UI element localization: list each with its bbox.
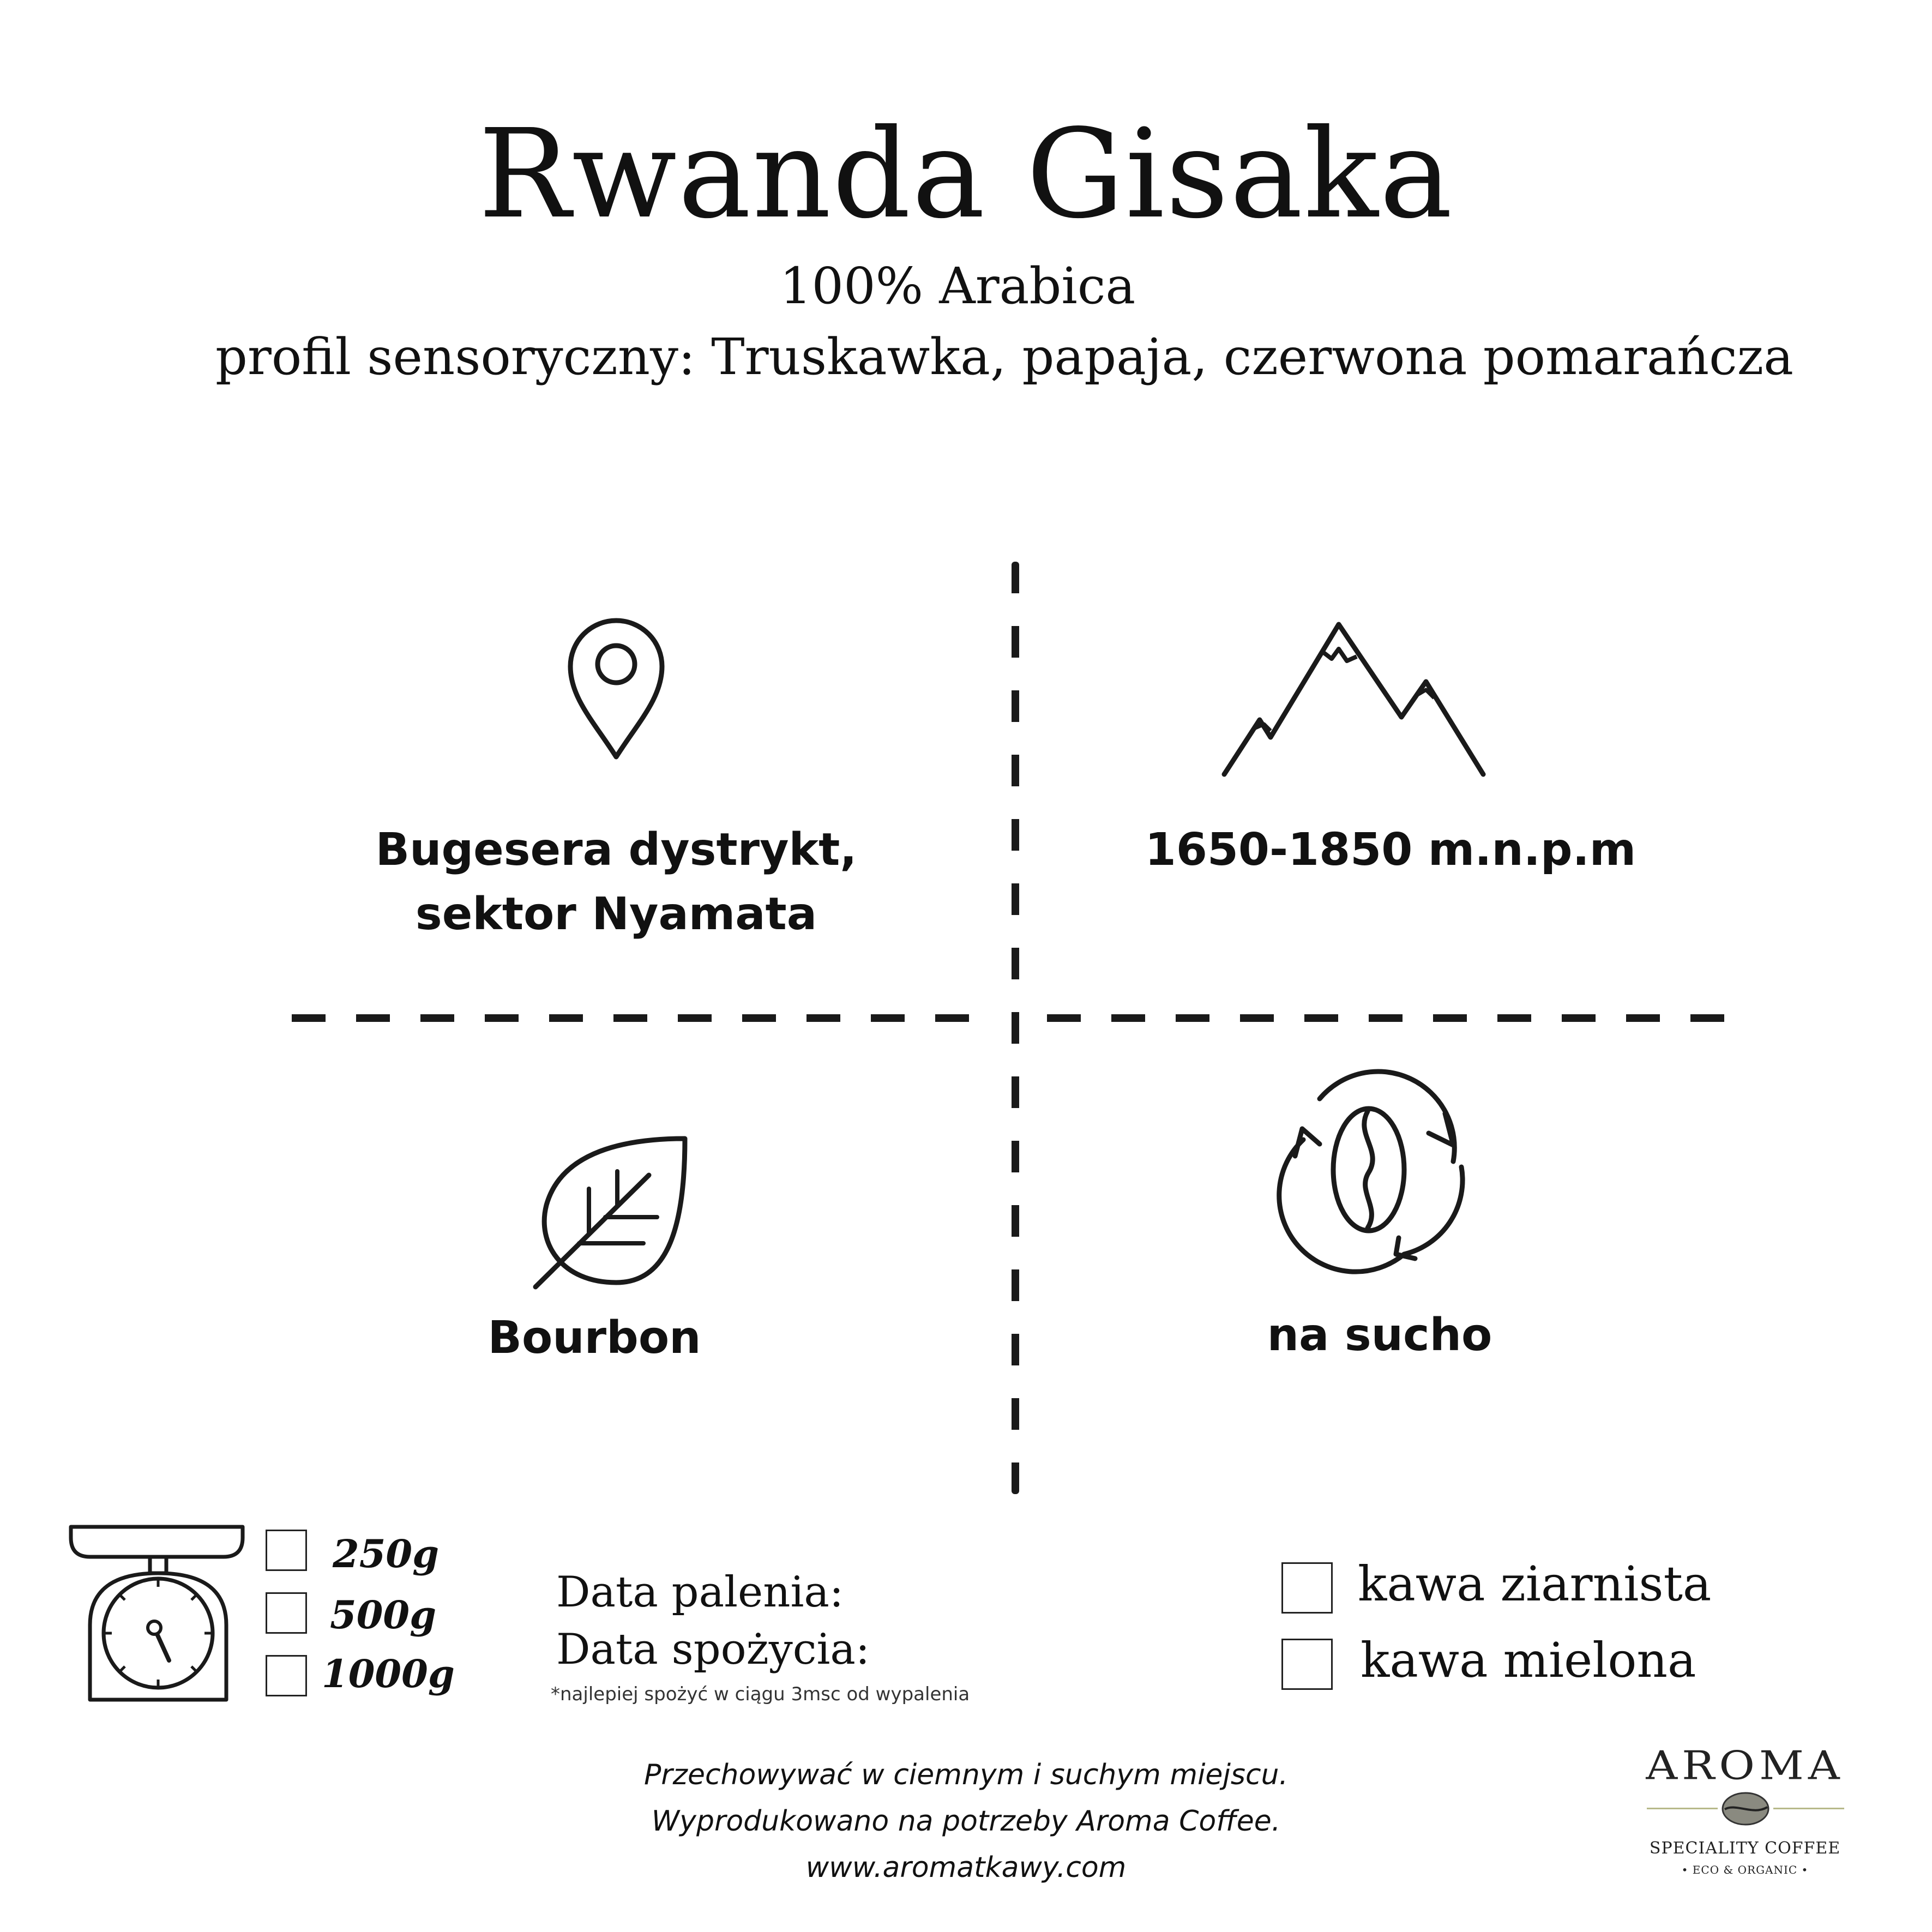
region-label: [316, 818, 916, 947]
horizontal-divider-right: [1047, 1014, 1740, 1022]
variety-label: Bourbon: [487, 1312, 701, 1364]
vertical-divider: [1012, 562, 1019, 1494]
horizontal-divider-left: [292, 1014, 982, 1022]
logo-sub: • ECO & ORGANIC •: [1681, 1863, 1809, 1876]
logo-rule-left: [1647, 1808, 1718, 1809]
leaf-icon: [529, 1129, 693, 1292]
best-before-label: Data spożycia:: [556, 1625, 870, 1674]
roast-date-label: Data palenia:: [556, 1568, 844, 1617]
footer-produced: Wyprodukowano na potrzeby Aroma Coffee.: [651, 1805, 1281, 1838]
logo-tagline: SPECIALITY COFFEE: [1649, 1839, 1841, 1858]
coffee-bean-icon: [1720, 1790, 1771, 1828]
logo-name: AROMA: [1646, 1742, 1844, 1789]
weight-option-1000: 1000g: [322, 1651, 455, 1696]
scale-icon: [68, 1524, 248, 1704]
ground-coffee-checkbox[interactable]: [1281, 1639, 1333, 1690]
map-pin-icon: [562, 611, 671, 763]
product-subtitle: 100% Arabica: [780, 257, 1136, 315]
weight-checkbox-250[interactable]: [266, 1530, 307, 1571]
mountain-icon: [1216, 616, 1489, 780]
whole-bean-label: kawa ziarnista: [1358, 1556, 1712, 1612]
weight-checkbox-1000[interactable]: [266, 1655, 307, 1696]
process-label: na sucho: [1267, 1309, 1492, 1361]
whole-bean-checkbox[interactable]: [1281, 1562, 1333, 1614]
region-line-1: Bugesera dystrykt,: [375, 824, 857, 876]
best-before-note: *najlepiej spożyć w ciągu 3msc od wypalenia: [551, 1683, 970, 1705]
weight-checkbox-500[interactable]: [266, 1592, 307, 1634]
weight-option-500: 500g: [330, 1592, 437, 1638]
coffee-bean-cycle-icon: [1265, 1069, 1472, 1276]
weight-option-250: 250g: [333, 1531, 440, 1576]
region-line-2: sektor Nyamata: [415, 888, 817, 940]
sensory-profile: profil sensoryczny: Truskawka, papaja, czerwona pomarańcza: [215, 328, 1794, 386]
footer-storage: Przechowywać w ciemnym i suchym miejscu.: [643, 1759, 1289, 1791]
product-title: Rwanda Gisaka: [478, 103, 1454, 246]
altitude-label: 1650-1850 m.n.p.m: [1145, 824, 1636, 876]
logo-rule-right: [1773, 1808, 1844, 1809]
ground-coffee-label: kawa mielona: [1361, 1632, 1696, 1688]
aroma-logo: [1630, 1740, 1859, 1919]
footer-website[interactable]: www.aromatkawy.com: [805, 1851, 1127, 1884]
